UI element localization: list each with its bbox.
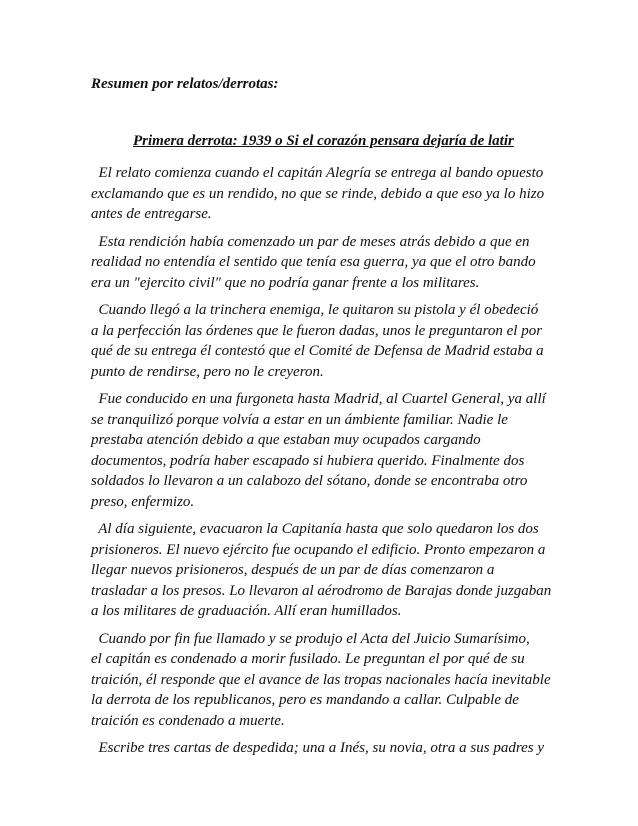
chapter-subheading: Primera derrota: 1939 o Si el corazón pensara dejaría de latir [133, 133, 514, 149]
paragraph [91, 519, 552, 622]
text-line: Al día siguiente, evacuaron la Capitanía hasta que solo quedaron los dos [91, 521, 539, 537]
text-line: era un "ejercito civil" que no podría ganar frente a los militares. [91, 274, 480, 291]
paragraph [91, 300, 544, 382]
text-line: llegar nuevos prisioneros, después de un par de días comenzaron a [91, 562, 495, 578]
page-heading: Resumen por relatos/derrotas: [91, 76, 279, 92]
text-line: punto de rendirse, pero no le creyeron. [91, 363, 324, 380]
paragraph [91, 738, 545, 759]
text-line: Fue conducido en una furgoneta hasta Madrid, al Cuartel General, ya allí [91, 391, 546, 407]
text-line: Cuando llegó a la trinchera enemiga, le quitaron su pistola y él obedeció [91, 302, 539, 318]
text-line: preso, enfermizo. [91, 493, 195, 510]
text-line: realidad no entendía el sentido que tenía esa guerra, ya que el otro bando [91, 254, 536, 270]
paragraph [91, 629, 551, 732]
text-line: la derrota de los republicanos, pero es mandando a callar. Culpable de [91, 692, 519, 708]
text-line: soldados lo llevaron a un calabozo del sótano, donde se encontraba otro [91, 473, 528, 489]
text-line: Cuando por fin fue llamado y se produjo el Acta del Juicio Sumarísimo, [91, 630, 530, 647]
text-line: se tranquilizó porque volvía a estar en un ámbiente familiar. Nadie le [91, 411, 508, 428]
text-line: exclamando que es un rendido, no que se rinde, debido a que eso ya lo hizo [91, 185, 545, 202]
text-line: traición es condenado a muerte. [91, 712, 285, 729]
text-line: antes de entregarse. [91, 206, 212, 222]
text-line: documentos, podría haber escapado si hubiera querido. Finalmente dos [91, 452, 525, 469]
paragraph [91, 232, 541, 294]
text-line: qué de su entrega él contestó que el Comité de Defensa de Madrid estaba a [91, 343, 544, 359]
paragraph [91, 163, 545, 225]
text-line: a los militares de graduación. Allí eran humillados. [91, 603, 402, 619]
text-line: Esta rendición había comenzado un par de meses atrás debido a que en [91, 233, 530, 250]
body-text [91, 163, 552, 766]
text-line: prisioneros. El nuevo ejército fue ocupando el edificio. Pronto empezaron a [91, 541, 546, 558]
text-line: trasladar a los presos. Lo llevaron al aérodromo de Barajas donde juzgaban [91, 582, 552, 599]
paragraph [91, 389, 546, 512]
text-line: El relato comienza cuando el capitán Alegría se entrega al bando opuesto [91, 165, 544, 181]
text-line: prestaba atención debido a que estaban muy ocupados cargando [91, 432, 481, 448]
text-line: Escribe tres cartas de despedida; una a Inés, su novia, otra a sus padres y [91, 740, 545, 756]
text-line: el capitán es condenado a morir fusilado. Le preguntan el por qué de su [91, 651, 525, 667]
text-line: traición, él responde que el avance de las tropas nacionales hacía inevitable [91, 671, 551, 688]
text-line: a la perfección las órdenes que le fueron dadas, unos le preguntaron el por [91, 322, 543, 339]
